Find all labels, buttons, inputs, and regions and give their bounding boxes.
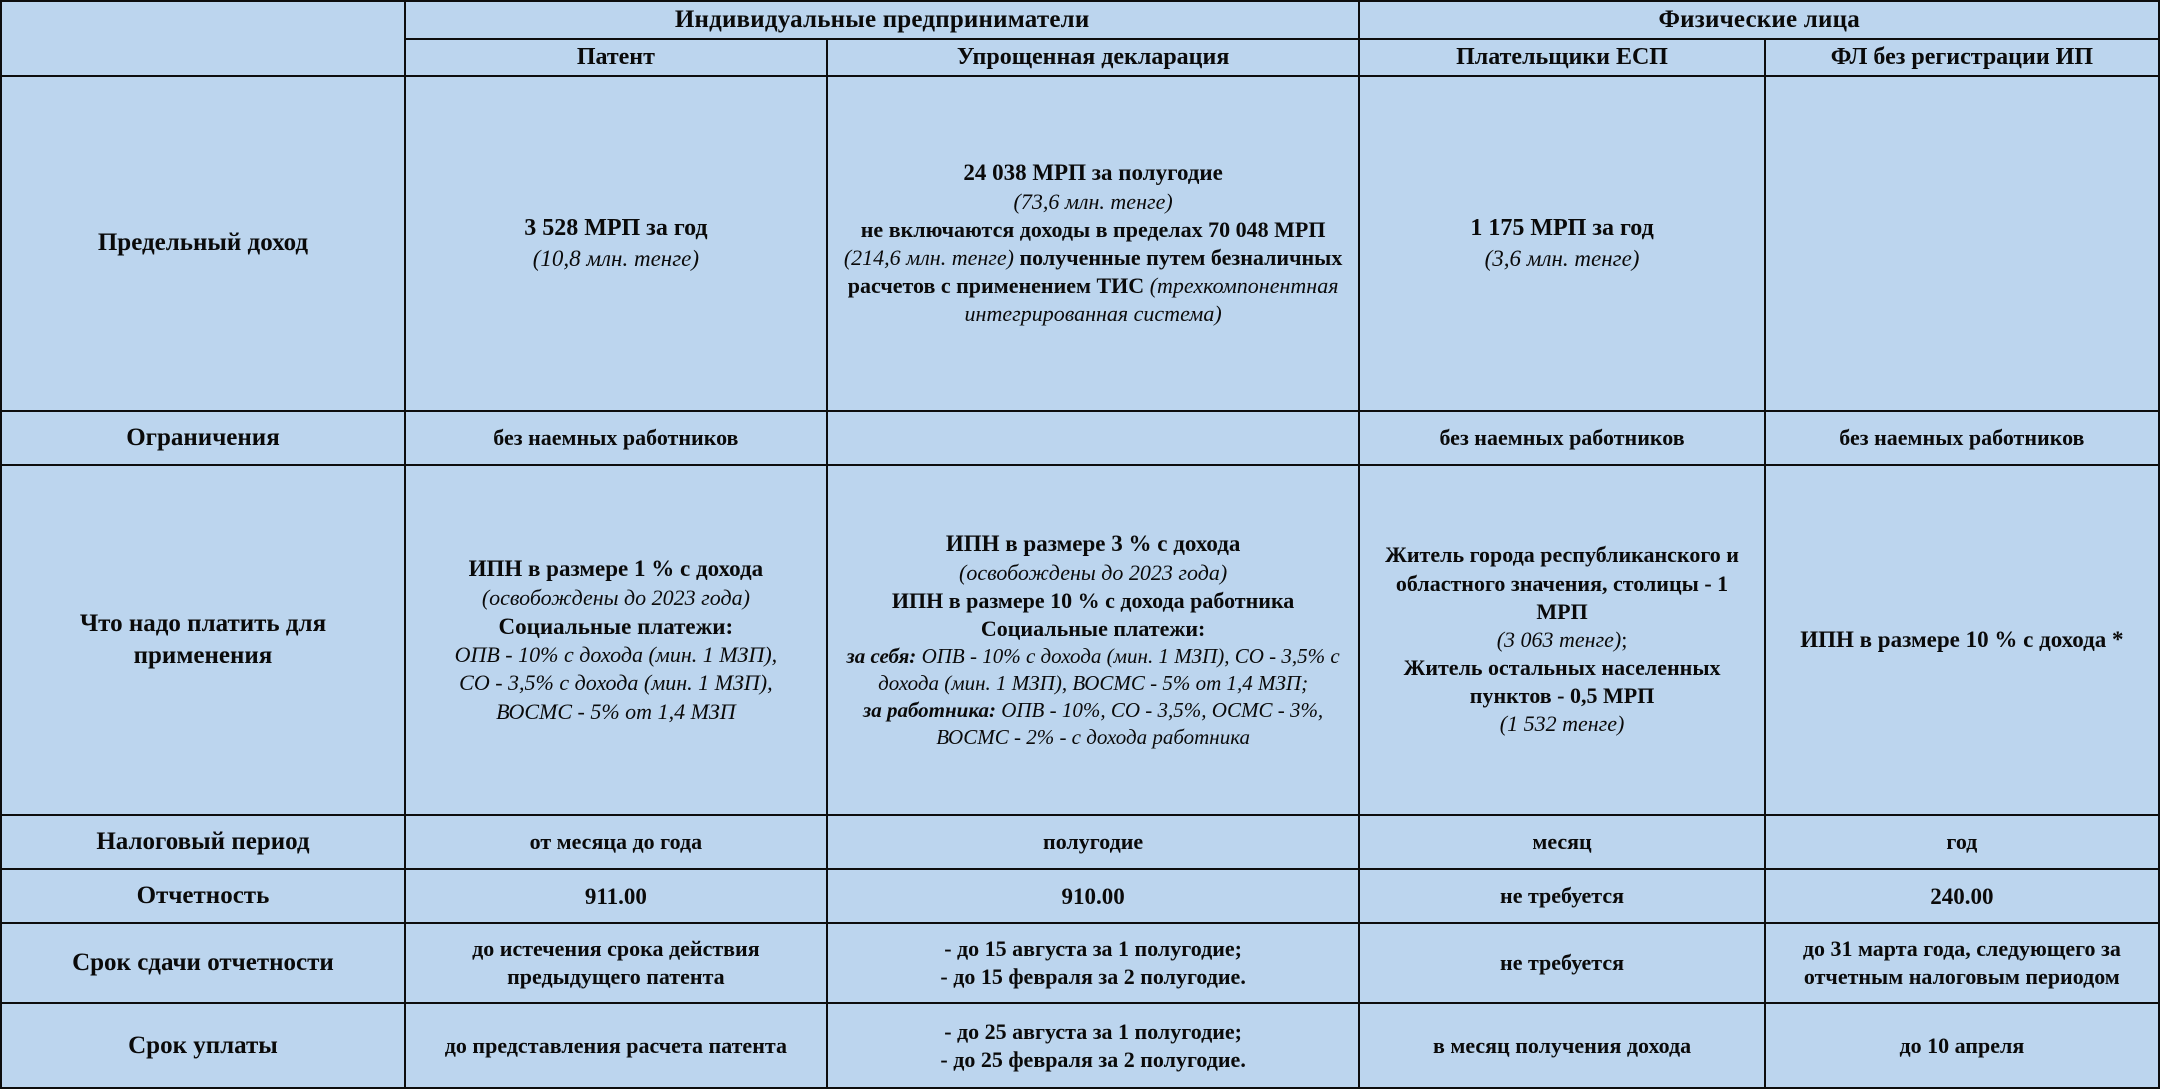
declaration-social-payments-title: Социальные платежи: — [980, 616, 1206, 642]
cell-reporting-deadline-declaration — [827, 923, 1360, 1003]
row-label-restrictions: Ограничения — [1, 411, 405, 465]
patent-opv: ОПВ - 10% с дохода (мин. 1 МЗП), — [454, 642, 778, 668]
header-corner-blank — [1, 1, 405, 76]
column-header-individuals-no-registration: ФЛ без регистрации ИП — [1765, 39, 2159, 76]
cell-what-to-pay-fl: ИПН в размере 10 % с дохода * — [1765, 465, 2159, 815]
esp-other-resident-tenge: (1 532 тенге) — [1499, 711, 1625, 737]
esp-city-resident-rate: Житель города республиканского и областного значения, столицы - 1 МРП — [1385, 542, 1739, 624]
max-income-declaration-note — [836, 216, 1351, 329]
cell-reporting-deadline-esp: не требуется — [1359, 923, 1764, 1003]
max-income-esp-amount: 1 175 МРП за год — [1470, 215, 1654, 242]
declaration-for-self-values: ОПВ - 10% с дохода (мин. 1 МЗП), СО - 3,5% с дохода (мин. 1 МЗП), ВОСМС - 5% от 1,4 МЗП; — [878, 644, 1340, 696]
cell-what-to-pay-patent — [405, 465, 827, 815]
max-income-patent-tenge: (10,8 млн. тенге) — [532, 245, 700, 271]
cell-restrictions-fl: без наемных работников — [1765, 411, 2159, 465]
table-row-tax-period — [1, 815, 2159, 869]
cell-restrictions-patent: без наемных работников — [405, 411, 827, 465]
table-body — [1, 76, 2159, 1088]
cell-reporting-fl: 240.00 — [1765, 869, 2159, 923]
cell-payment-deadline-fl: до 10 апреля — [1765, 1003, 2159, 1088]
row-label-reporting-deadline: Срок сдачи отчетности — [1, 923, 405, 1003]
table-row-max-income — [1, 76, 2159, 411]
patent-vosms: ВОСМС - 5% от 1,4 МЗП — [496, 698, 736, 724]
table-row-what-to-pay — [1, 465, 2159, 815]
column-header-patent: Патент — [405, 39, 827, 76]
group-header-individuals: Физические лица — [1359, 1, 2159, 39]
row-label-payment-deadline: Срок уплаты — [1, 1003, 405, 1088]
declaration-ipn-exemption: (освобождены до 2023 года) — [959, 559, 1228, 585]
cell-restrictions-esp: без наемных работников — [1359, 411, 1764, 465]
cell-max-income-fl — [1765, 76, 2159, 411]
cell-what-to-pay-declaration — [827, 465, 1360, 815]
cell-reporting-deadline-fl: до 31 марта года, следующего за отчетным налоговым периодом — [1765, 923, 2159, 1003]
cell-tax-period-patent: от месяца до года — [405, 815, 827, 869]
max-income-declaration-tenge: (73,6 млн. тенге) — [1013, 188, 1173, 214]
table-row-reporting — [1, 869, 2159, 923]
table-row-reporting-deadline — [1, 923, 2159, 1003]
reporting-deadline-declaration-h1: - до 15 августа за 1 полугодие; — [944, 936, 1242, 962]
column-header-esp-payers: Плательщики ЕСП — [1359, 39, 1764, 76]
esp-other-resident-rate: Житель остальных населенных пунктов - 0,5 МРП — [1403, 655, 1721, 709]
cell-tax-period-fl: год — [1765, 815, 2159, 869]
table-row-restrictions — [1, 411, 2159, 465]
cell-reporting-declaration: 910.00 — [827, 869, 1360, 923]
row-label-max-income: Предельный доход — [1, 76, 405, 411]
row-label-tax-period: Налоговый период — [1, 815, 405, 869]
max-income-declaration-amount: 24 038 МРП за полугодие — [963, 160, 1223, 186]
max-income-patent-amount: 3 528 МРП за год — [524, 215, 708, 242]
patent-ipn-rate: ИПН в размере 1 % с дохода — [468, 556, 764, 582]
cell-restrictions-declaration — [827, 411, 1360, 465]
cell-max-income-declaration — [827, 76, 1360, 411]
patent-social-payments-title: Социальные платежи: — [498, 613, 734, 639]
row-label-what-to-pay: Что надо платить для применения — [1, 465, 405, 815]
max-income-esp-tenge: (3,6 млн. тенге) — [1484, 245, 1640, 271]
group-header-individual-entrepreneurs: Индивидуальные предприниматели — [405, 1, 1359, 39]
cell-what-to-pay-esp — [1359, 465, 1764, 815]
cell-payment-deadline-esp: в месяц получения дохода — [1359, 1003, 1764, 1088]
declaration-ipn-rate: ИПН в размере 3 % с дохода — [945, 531, 1241, 557]
declaration-for-employee-values: ОПВ - 10%, СО - 3,5%, ОСМС - 3%, ВОСМС - 2% - с дохода работника — [936, 697, 1324, 749]
esp-city-resident-tenge-wrap — [1368, 626, 1755, 654]
declaration-ipn-employee-rate: ИПН в размере 10 % с дохода работника — [891, 587, 1295, 613]
cell-reporting-esp: не требуется — [1359, 869, 1764, 923]
cell-max-income-esp — [1359, 76, 1764, 411]
cell-payment-deadline-patent: до представления расчета патента — [405, 1003, 827, 1088]
patent-ipn-exemption: (освобождены до 2023 года) — [481, 584, 750, 610]
max-income-declaration-tis-expansion: (трехкомпонентная интегрированная система) — [964, 273, 1339, 327]
cell-max-income-patent — [405, 76, 827, 411]
declaration-for-employee-label: за работника: — [863, 697, 996, 722]
esp-city-resident-semicolon: ; — [1621, 626, 1628, 652]
declaration-for-self-label: за себя: — [846, 644, 917, 669]
cell-reporting-deadline-patent: до истечения срока действия предыдущего патента — [405, 923, 827, 1003]
payment-deadline-declaration-h1: - до 25 августа за 1 полугодие; — [944, 1018, 1242, 1044]
max-income-declaration-note-tenge: (214,6 млн. тенге) — [843, 244, 1014, 270]
max-income-declaration-note-part2: полученные путем безналичных расчетов с применением ТИС — [847, 244, 1343, 299]
declaration-for-self — [836, 643, 1351, 697]
cell-tax-period-declaration: полугодие — [827, 815, 1360, 869]
cell-payment-deadline-declaration — [827, 1003, 1360, 1088]
reporting-deadline-declaration-h2: - до 15 февраля за 2 полугодие. — [940, 964, 1246, 990]
patent-so: СО - 3,5% с дохода (мин. 1 МЗП), — [459, 670, 773, 696]
column-header-simplified-declaration: Упрощенная декларация — [827, 39, 1360, 76]
cell-tax-period-esp: месяц — [1359, 815, 1764, 869]
table-header — [1, 1, 2159, 76]
table-row-payment-deadline — [1, 1003, 2159, 1088]
esp-city-resident-tenge: (3 063 тенге) — [1496, 626, 1622, 652]
group-header-row — [1, 1, 2159, 39]
payment-deadline-declaration-h2: - до 25 февраля за 2 полугодие. — [940, 1046, 1246, 1072]
declaration-for-employee — [836, 697, 1351, 751]
max-income-declaration-note-part1: не включаются доходы в пределах 70 048 МРП — [860, 216, 1326, 242]
cell-reporting-patent: 911.00 — [405, 869, 827, 923]
row-label-reporting: Отчетность — [1, 869, 405, 923]
